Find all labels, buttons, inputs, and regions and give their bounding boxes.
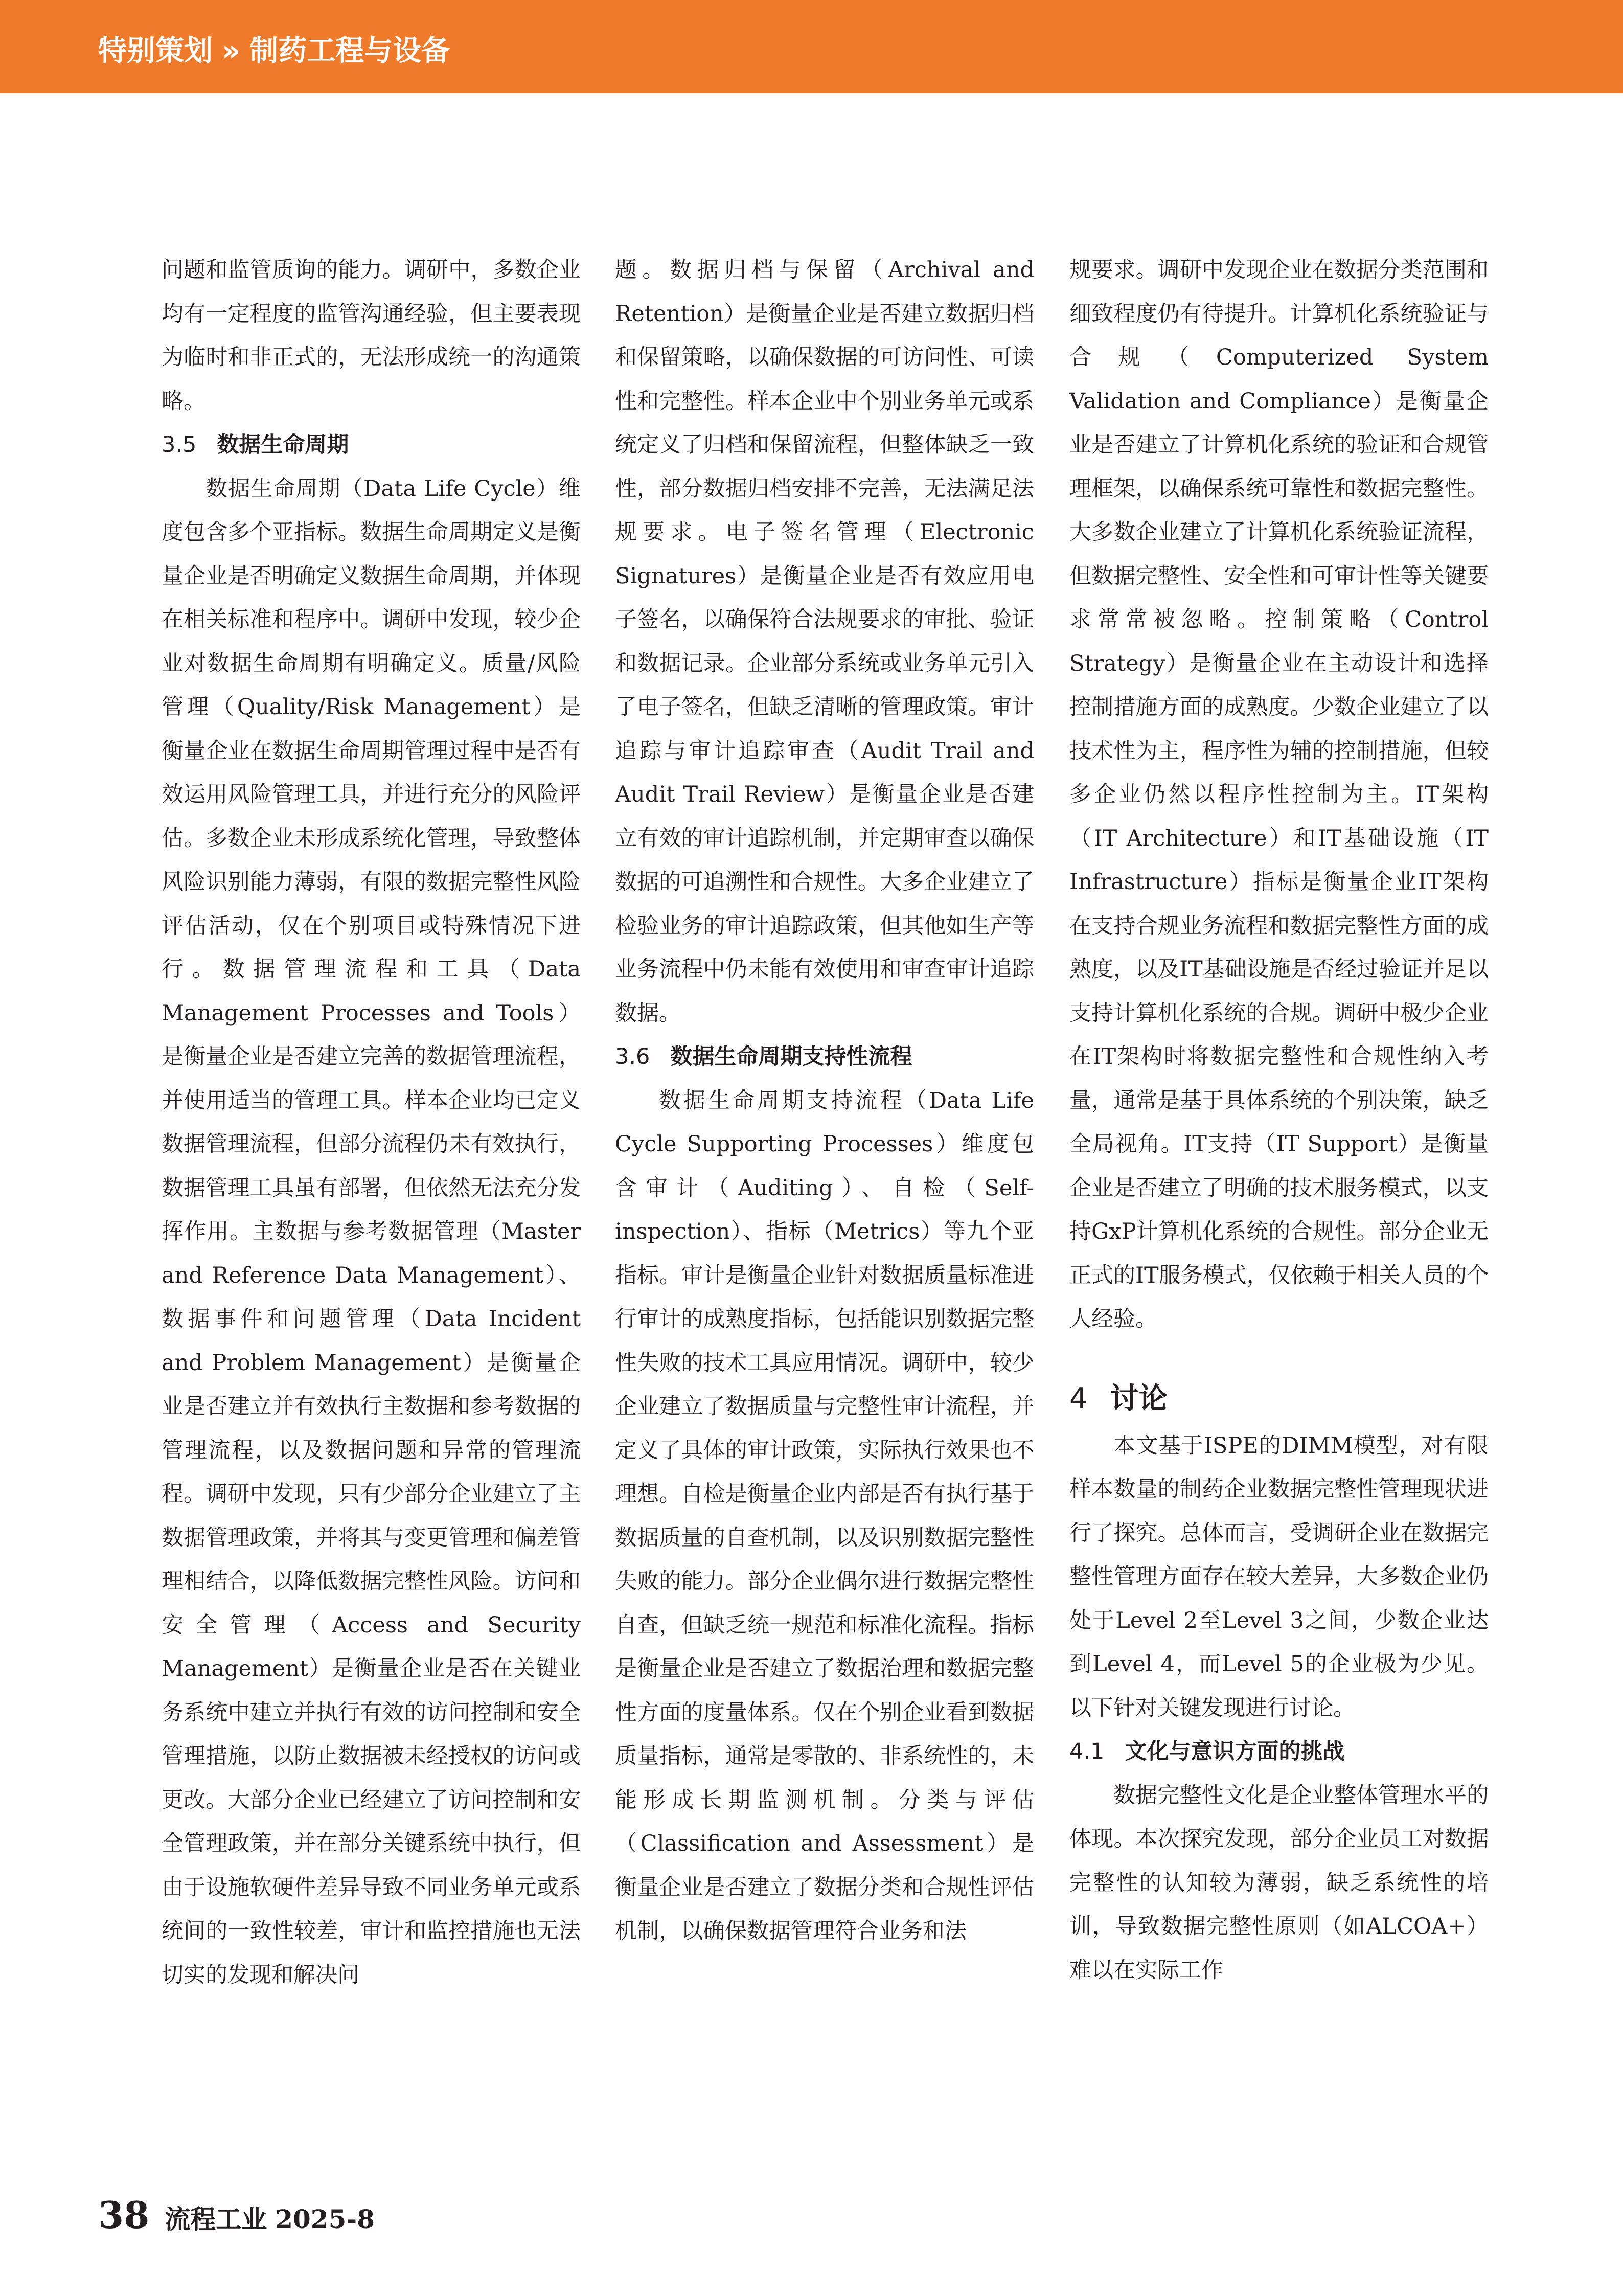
running-header — [98, 0, 450, 93]
heading-title: 文化与意识方面的挑战 — [1125, 1739, 1345, 1764]
text-column-3 — [1069, 248, 1489, 1992]
header-separator: » — [222, 34, 241, 67]
page-footer — [98, 2193, 375, 2237]
body-paragraph: 数据完整性文化是企业整体管理水平的体现。本次探究发现，部分企业员工对数据完整性的认知较为薄弱，缺乏系统性的培训，导致数据完整性原则（如ALCOA+）难以在实际工作 — [1069, 1782, 1489, 1983]
text-column-1 — [162, 248, 581, 1997]
section-heading — [1069, 1373, 1489, 1424]
body-paragraph: 题。数据归档与保留（Archival and Retention）是衡量企业是否建立数据归档和保留策略，以确保数据的可访问性、可读性和完整性。样本企业中个别业务单元或系统定义了归档和保留流程，但整体缺乏一致性，部分数据归档安排不完善，无法满足法规要求。电子签名管理（Electronic Signatures）是衡量企业是否有效应用电子签名，以确保符合法规要求的审批、验证和数据记录。企业部分系统或业务单元引入了电子签名，但缺乏清晰的管理政策。审计追踪与审计追踪审查（Audit Trail and Audit Trail Review）是衡量企业是否建立有效的审计追踪机制，并定期审查以确保数据的可追溯性和合规性。大多企业建立了检验业务的审计追踪政策，但其他如生产等业务流程中仍未能有效使用和审查审计追踪数据。 — [615, 257, 1034, 1026]
header-section: 特别策划 — [98, 34, 213, 67]
heading-title: 数据生命周期 — [217, 432, 349, 458]
heading-number: 3.6 — [615, 1044, 650, 1070]
body-paragraph: 数据生命周期（Data Life Cycle）维度包含多个亚指标。数据生命周期定义是衡量企业是否明确定义数据生命周期，并体现在相关标准和程序中。调研中发现，较少企业对数据生命周期有明确定义。质量/风险管理（Quality/Risk Management）是衡量企业在数据生命周期管理过程中是否有效运用风险管理工具，并进行充分的风险评估。多数企业未形成系统化管理，导致整体风险识别能力薄弱，有限的数据完整性风险评估活动，仅在个别项目或特殊情况下进行。数据管理流程和工具（Data Management Processes and Tools）是衡量企业是否建立完善的数据管理流程，并使用适当的管理工具。样本企业均已定义数据管理流程，但部分流程仍未有效执行，数据管理工具虽有部署，但依然无法充分发挥作用。主数据与参考数据管理（Master and Reference Data Management）、数据事件和问题管理（Data Incident and Problem Management）是衡量企业是否建立并有效执行主数据和参考数据的管理流程，以及数据问题和异常的管理流程。调研中发现，只有少部分企业建立了主数据管理政策，并将其与变更管理和偏差管理相结合，以降低数据完整性风险。访问和安全管理（Access and Security Management）是衡量企业是否在关键业务系统中建立并执行有效的访问控制和安全管理措施，以防止数据被未经授权的访问或更改。大部分企业已经建立了访问控制和安全管理政策，并在部分关键系统中执行，但由于设施软硬件差异导致不同业务单元或系统间的一致性较差，审计和监控措施也无法切实的发现和解决问 — [162, 475, 581, 1988]
subsection-heading — [1069, 1730, 1489, 1774]
subsection-heading — [162, 423, 581, 467]
journal-name: 流程工业 — [165, 2204, 267, 2234]
heading-number: 4.1 — [1069, 1739, 1105, 1764]
heading-number: 3.5 — [162, 432, 197, 458]
body-paragraph: 数据生命周期支持流程（Data Life Cycle Supporting Processes）维度包含审计（Auditing）、自检（Self-inspection）、指标（Metrics）等九个亚指标。审计是衡量企业针对数据质量标准进行审计的成熟度指标，包括能识别数据完整性失败的技术工具应用情况。调研中，较少企业建立了数据质量与完整性审计流程，并定义了具体的审计政策，实际执行效果也不理想。自检是衡量企业内部是否有执行基于数据质量的自查机制，以及识别数据完整性失败的能力。部分企业偶尔进行数据完整性自查，但缺乏统一规范和标准化流程。指标是衡量企业是否建立了数据治理和数据完整性方面的度量体系。仅在个别企业看到数据质量指标，通常是零散的、非系统性的，未能形成长期监测机制。分类与评估（Classification and Assessment）是衡量企业是否建立了数据分类和合规性评估机制，以确保数据管理符合业务和法 — [615, 1087, 1034, 1944]
body-paragraph: 规要求。调研中发现企业在数据分类范围和细致程度仍有待提升。计算机化系统验证与合规（Computerized System Validation and Compliance）是衡量企业是否建立了计算机化系统的验证和合规管理框架，以确保系统可靠性和数据完整性。大多数企业建立了计算机化系统验证流程，但数据完整性、安全性和可审计性等关键要求常常被忽略。控制策略（Control Strategy）是衡量企业在主动设计和选择控制措施方面的成熟度。少数企业建立了以技术性为主，程序性为辅的控制措施，但较多企业仍然以程序性控制为主。IT架构（IT Architecture）和IT基础设施（IT Infrastructure）指标是衡量企业IT架构在支持合规业务流程和数据完整性方面的成熟度，以及IT基础设施是否经过验证并足以支持计算机化系统的合规。调研中极少企业在IT架构时将数据完整性和合规性纳入考量，通常是基于具体系统的个别决策，缺乏全局视角。IT支持（IT Support）是衡量企业是否建立了明确的技术服务模式，以支持GxP计算机化系统的合规性。部分企业无正式的IT服务模式，仅依赖于相关人员的个人经验。 — [1069, 257, 1489, 1332]
text-column-2 — [615, 248, 1034, 1953]
subsection-heading — [615, 1035, 1034, 1079]
heading-number: 4 — [1069, 1381, 1088, 1415]
body-paragraph: 问题和监管质询的能力。调研中，多数企业均有一定程度的监管沟通经验，但主要表现为临时和非正式的，无法形成统一的沟通策略。 — [162, 257, 581, 414]
header-topic: 制药工程与设备 — [249, 34, 450, 67]
journal-issue: 2025-8 — [275, 2204, 375, 2234]
heading-title: 讨论 — [1110, 1381, 1168, 1415]
body-paragraph: 本文基于ISPE的DIMM模型，对有限样本数量的制药企业数据完整性管理现状进行了探究。总体而言，受调研企业在数据完整性管理方面存在较大差异，大多数企业仍处于Level 2至Level 3之间，少数企业达到Level 4，而Level 5的企业极为少见。以下针对关键发现进行讨论。 — [1069, 1433, 1489, 1721]
page-number: 38 — [98, 2193, 150, 2237]
heading-title: 数据生命周期支持性流程 — [670, 1044, 912, 1070]
